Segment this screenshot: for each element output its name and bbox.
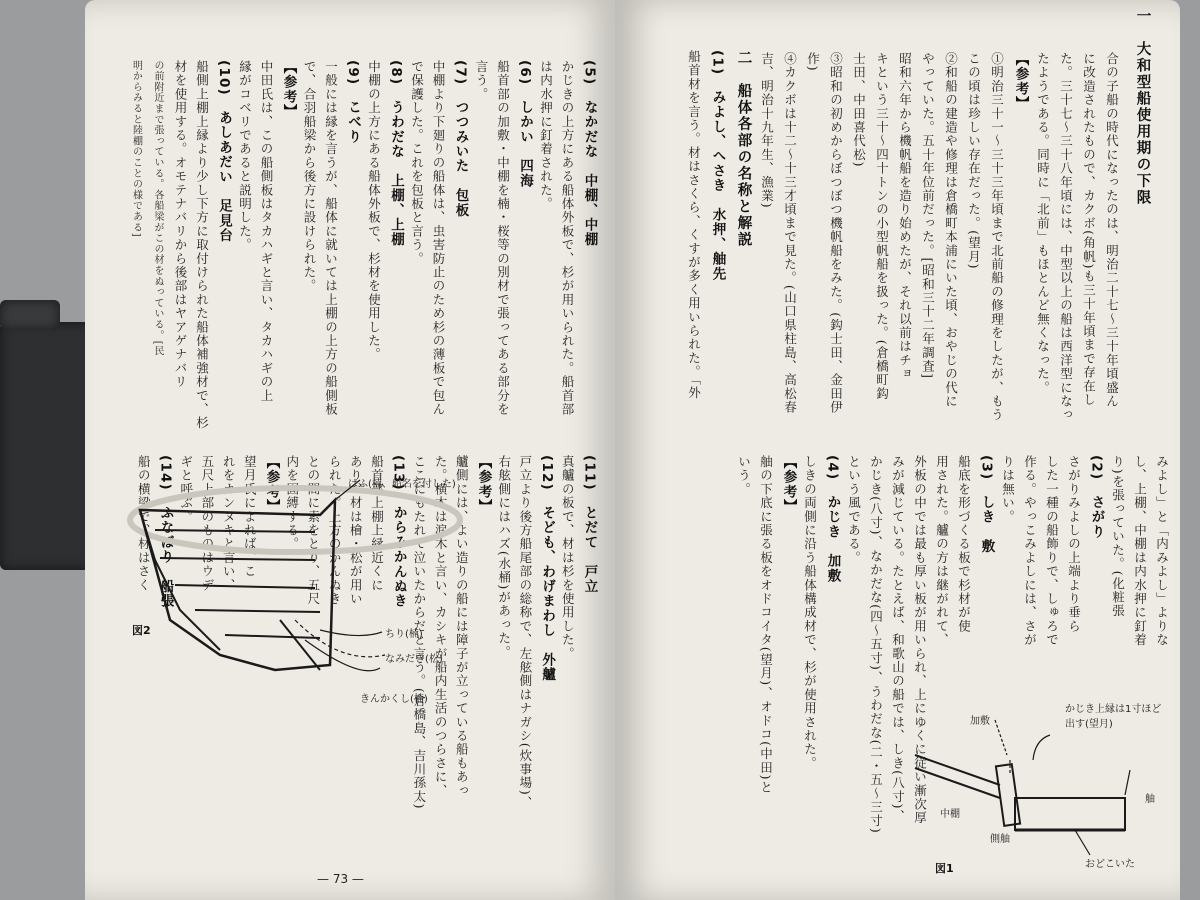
page-number: — 73 — bbox=[317, 872, 364, 886]
left-page bbox=[85, 0, 615, 900]
text-column: ③昭和の初めからぼつぼつ機帆船をみた。(鈎士田、金田伊 bbox=[828, 52, 844, 415]
text-column: 昭和六年から機帆船を造り始めたが、それ以前はチョ bbox=[897, 52, 913, 381]
text-column: みよし」と「内みよし」よりな bbox=[1154, 455, 1170, 647]
text-column: 船側上棚上縁より少し下方に取付けられた船体補強材で、杉 bbox=[194, 60, 210, 430]
text-column: 縁がコベリであると説明した。 bbox=[237, 60, 253, 252]
text-column: 外板の中では最も厚い板が用いられ、上にゆくに従い漸次厚 bbox=[912, 455, 928, 825]
text-column: という風である。 bbox=[846, 455, 862, 565]
text-column: たようである。同時に「北前」もほとんど無くなった。 bbox=[1035, 52, 1051, 395]
entry-heading: (3) しき 敷 bbox=[978, 455, 995, 554]
text-column: の前附近まで張っている。各船梁がこの材をぬっている。[民 bbox=[152, 60, 163, 357]
figure-1-label-nakadana: 中棚 bbox=[940, 809, 960, 820]
text-column: みが減じている。たとえば、和歌山の船では、しき(八寸)、 bbox=[890, 455, 906, 824]
book-weight-stone-shadow bbox=[0, 300, 60, 330]
right-page bbox=[615, 0, 1180, 900]
text-column: かじき(八寸)、なかだな(四〜五寸)、うわだな(二・五〜三寸) bbox=[868, 455, 884, 834]
text-column: 船首部上棚上縁近くに bbox=[369, 455, 385, 592]
section-2-title: 二 船体各部の名称と解説 bbox=[735, 50, 752, 248]
text-column: 舳の下底に張る板をオドコイタ(望月)、オドコ(中田)と bbox=[758, 455, 774, 795]
text-column: かじきの上方にある船体外板で、杉が用いられた。船首部 bbox=[560, 60, 575, 417]
text-column: ④カクボは十二〜十三才頃まで見た。(山口県柱島、高松春 bbox=[782, 52, 798, 415]
text-column: た。三十七〜三十八年頃には、中型以上の船は西洋型になっ bbox=[1058, 52, 1074, 422]
entry-heading: (14) ふなばり 船張 bbox=[157, 455, 174, 609]
text-column: 言う。 bbox=[474, 60, 489, 102]
figure-1-caption: 図1 bbox=[935, 862, 954, 875]
text-column: 五尺上部のものはウデ bbox=[199, 455, 215, 592]
entry-heading: (9) こべり bbox=[345, 60, 361, 145]
text-column: 戸立より後方船尾部の総称で、左舷側はナガシ(炊事場)、 bbox=[517, 455, 533, 810]
figure-2-label-chiri: ちり(楠) bbox=[385, 629, 423, 640]
text-column: 作) bbox=[805, 52, 821, 72]
text-column: 作る。やっこみよしには、さが bbox=[1022, 455, 1038, 647]
text-column: 中田氏は、この船側板はタカハギと言い、タカハギの上 bbox=[259, 60, 274, 403]
text-column: いう。 bbox=[736, 455, 752, 497]
entry-heading: 【参考】 bbox=[780, 455, 797, 514]
text-column: 材を使用する。オモテナバリから後部はヤアゲナバリ bbox=[173, 60, 188, 389]
text-column: し、上棚、中棚は内水押に釘着 bbox=[1132, 455, 1148, 647]
text-column: 真艫の板で、材は杉を使用した。 bbox=[560, 455, 576, 661]
text-column: ①明治三十一〜三十三年頃まで北前船の修理をしたが、もう bbox=[989, 52, 1005, 422]
entry-heading: (5) なかだな 中棚、中棚 bbox=[581, 60, 598, 248]
text-column: で、合羽船梁から後方に設けられた。 bbox=[302, 60, 317, 293]
entry-heading: (1) みよし、へさき 水押、舳先 bbox=[709, 50, 726, 282]
text-column: ここにもたれて泣いたからだと言う。(倉橋島、吉川孫太) bbox=[411, 455, 427, 810]
figure-2-label-hafu: はふ(楠、船名を付した) bbox=[348, 479, 456, 490]
text-column: り)を張っていた。(化粧張 bbox=[1110, 455, 1126, 618]
text-column: 合の子船の時代になったのは、明治二十七〜三十年頃盛ん bbox=[1104, 52, 1120, 409]
text-column: に改造されたもので、カクボ(角帆)も三十年頃まで存在し bbox=[1081, 52, 1097, 407]
figure-1-label-he: 舳 bbox=[1145, 794, 1155, 805]
text-column: しきの両側に沿う船体構成材で、杉が使用された。 bbox=[802, 455, 818, 771]
figure-2-caption: 図2 bbox=[132, 624, 151, 637]
text-column: れをカンヌキと言い、 bbox=[221, 455, 237, 592]
figure-1-label-kajiki-note: かじき上縁は1寸ほど出す(望月) bbox=[1065, 704, 1162, 730]
text-column: 明からみると陸棚のことの様である] bbox=[130, 60, 142, 238]
entry-heading: 【参考】 bbox=[475, 455, 492, 514]
figure-2-label-namidaki: なみだき(松) bbox=[385, 654, 443, 665]
entry-heading: (12) そども、わげまわし 外艫 bbox=[539, 455, 556, 683]
text-column: 船底を形づくる板で杉材が使 bbox=[956, 455, 972, 634]
text-column: 中棚より下廻りの船体は、虫害防止のため杉の薄板で包ん bbox=[431, 60, 446, 417]
text-column: 望月氏によれば、こ bbox=[242, 455, 258, 579]
text-column: ギと呼ぶ。 bbox=[178, 455, 194, 524]
text-column: 一般には縁を言うが、船体に就いては上棚の上方の船側板 bbox=[323, 60, 339, 417]
figure-2-hull-cross-section bbox=[120, 470, 460, 680]
text-column: あり、材は檜・松が用い bbox=[348, 455, 364, 606]
entry-heading: (4) かじき 加敷 bbox=[824, 455, 841, 584]
text-column: で保護した。これを包板と言う。 bbox=[409, 60, 425, 266]
entry-heading: 【参考】 bbox=[1012, 52, 1029, 111]
entry-heading: (7) つつみいた 包板 bbox=[452, 60, 469, 218]
text-column: さがりみよしの上端より垂ら bbox=[1066, 455, 1082, 634]
text-column: は内水押に釘着された。 bbox=[538, 60, 554, 211]
text-column: やっていた。五十年位前だった。[昭和三十二年調査] bbox=[920, 52, 936, 380]
figure-1-label-kajiki: 加敷 bbox=[970, 716, 990, 727]
entry-heading: 【参考】 bbox=[280, 60, 297, 119]
text-column: 艫側には、よい造りの船には障子が立っている船もあっ bbox=[454, 455, 470, 798]
figure-1-label-sokushi: 側舳 bbox=[990, 834, 1010, 845]
entry-heading: (13) からみかんぬき bbox=[390, 455, 407, 609]
text-column: 中棚の上方にある船体外板で、杉材を使用した。 bbox=[366, 60, 382, 362]
entry-heading: (8) うわだな 上棚、上棚 bbox=[388, 60, 404, 248]
text-column: この頃は珍しい存在だった。(望月) bbox=[966, 52, 982, 270]
entry-heading: 【参考】 bbox=[263, 455, 280, 514]
text-column: た。横木は涙木と言い、カシキが船内生活のつらさに、 bbox=[433, 455, 449, 798]
text-column: りは無い。 bbox=[1000, 455, 1016, 524]
text-column: キという三十〜四十トンの小型帆船を扱った。(倉橋町鈎 bbox=[874, 52, 890, 401]
text-column: した一種の船飾りで、しゅろで bbox=[1044, 455, 1060, 647]
text-column: られた。上方のかんぬき bbox=[327, 455, 343, 606]
figure-1-label-odokoita: おどこいた bbox=[1085, 859, 1135, 870]
section-1-title: 一 大和型船使用期の下限 bbox=[1134, 8, 1151, 206]
entry-heading: (2) さがり bbox=[1088, 455, 1105, 540]
text-column: との間に索をとり、五尺 bbox=[305, 455, 321, 606]
entry-heading: (6) しかい 四海 bbox=[517, 60, 533, 189]
entry-heading: (11) とだて 戸立 bbox=[581, 455, 598, 594]
text-column: 内を固縛する。 bbox=[284, 455, 300, 551]
text-column: 右舷側にはハズ(水桶)があった。 bbox=[496, 455, 512, 659]
text-column: 士田、中田喜代松) bbox=[851, 52, 867, 168]
text-column: 吉、明治十九年生、漁業) bbox=[759, 52, 775, 209]
text-column: ②和船の建造や修理は倉橋町本浦にいた頃、おやじの代に bbox=[943, 52, 959, 409]
text-column: 船首部の加敷・中棚を楠・桜等の別材で張ってある部分を bbox=[495, 60, 511, 417]
figure-2-label-kinkakushi: きんかくし(楠) bbox=[360, 694, 428, 705]
text-column: 船の横梁で、材はさく bbox=[136, 455, 152, 592]
entry-heading: (10) あしあだい 足見台 bbox=[216, 60, 232, 243]
text-column: 船首材を言う。材はさくら、くすが多く用いられた。「外 bbox=[686, 50, 702, 400]
text-column: 用された。艫の方は継がれて、 bbox=[934, 455, 950, 647]
